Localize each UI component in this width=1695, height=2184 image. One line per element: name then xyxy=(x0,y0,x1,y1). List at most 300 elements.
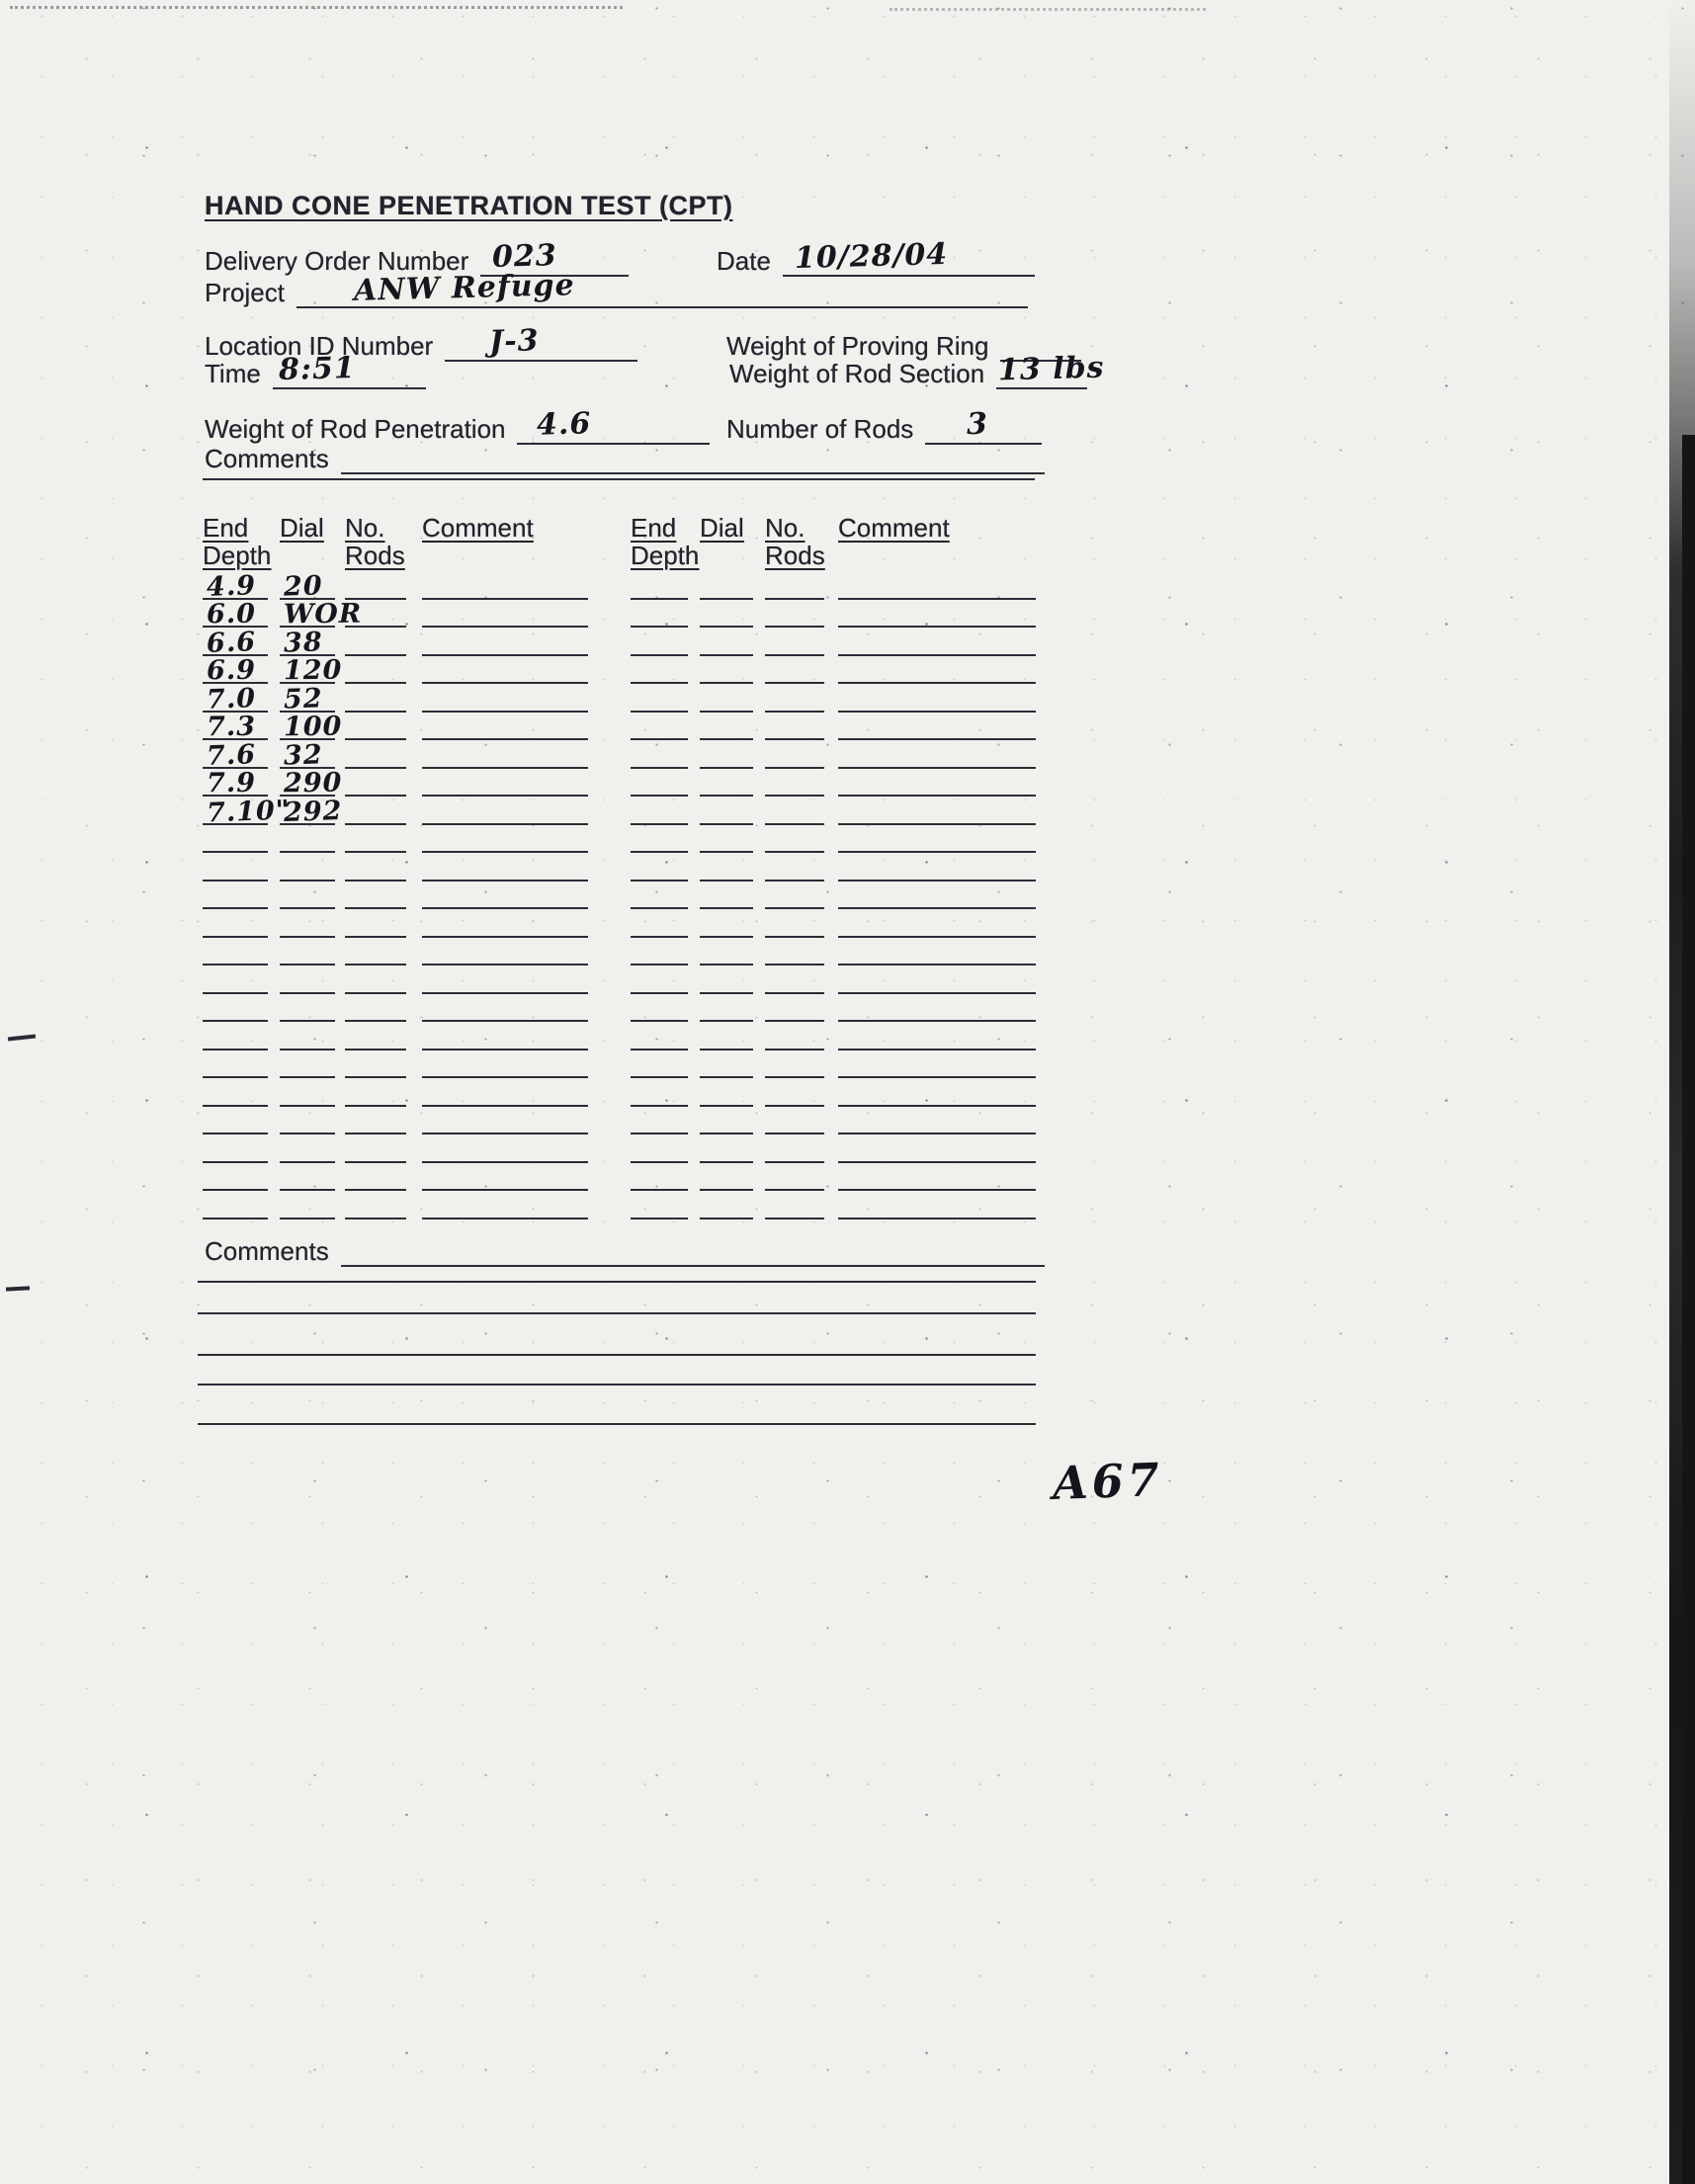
table-row xyxy=(631,1022,1036,1050)
table-row xyxy=(631,713,1036,741)
comment-cell xyxy=(422,938,588,966)
table-row xyxy=(203,713,588,741)
table-row xyxy=(203,600,588,629)
header-end: End xyxy=(203,513,249,543)
table-row xyxy=(631,909,1036,938)
comment-cell xyxy=(422,966,588,994)
handwritten-value: 290 xyxy=(283,767,343,799)
dial-cell xyxy=(700,966,753,994)
comment-cell xyxy=(838,1107,1036,1135)
header-dial-label: Dial xyxy=(700,513,744,543)
comment-cell xyxy=(422,713,588,741)
comment-cell xyxy=(838,600,1036,629)
header-comment xyxy=(838,514,1036,569)
table-row xyxy=(203,1191,588,1219)
no-rods-cell xyxy=(765,909,824,938)
field-line-location-id xyxy=(445,323,637,362)
end-depth-cell xyxy=(203,713,268,741)
comment-cell xyxy=(838,909,1036,938)
end-depth-cell xyxy=(203,626,268,659)
end-depth-cell xyxy=(631,600,688,629)
no-rods-cell xyxy=(345,994,406,1023)
comment-cell xyxy=(422,1191,588,1219)
no-rods-cell xyxy=(345,684,406,713)
comment-cell xyxy=(422,656,588,685)
no-rods-cell xyxy=(345,1107,406,1135)
form-title: HAND CONE PENETRATION TEST (CPT) xyxy=(205,191,733,220)
comment-cell xyxy=(422,571,588,600)
table-row xyxy=(631,825,1036,854)
dial-cell xyxy=(700,1022,753,1050)
end-depth-cell xyxy=(203,938,268,966)
handwritten-value: 20 xyxy=(283,569,324,603)
dial-cell xyxy=(280,1134,335,1163)
comment-cell xyxy=(422,853,588,882)
dial-cell xyxy=(280,569,335,603)
field-line-rod-penetration xyxy=(517,406,710,445)
header-end: End xyxy=(631,513,677,543)
table-row xyxy=(631,1134,1036,1163)
table-row xyxy=(631,797,1036,825)
end-depth-cell xyxy=(631,853,688,882)
header-rods: Rods xyxy=(345,541,405,571)
table-row xyxy=(203,1134,588,1163)
handwritten-value: 100 xyxy=(283,711,343,743)
table-row xyxy=(203,882,588,910)
dial-cell xyxy=(280,966,335,994)
no-rods-cell xyxy=(765,684,824,713)
end-depth-cell xyxy=(203,882,268,910)
no-rods-cell xyxy=(765,1022,824,1050)
dial-cell xyxy=(280,1163,335,1192)
dial-cell xyxy=(280,1191,335,1219)
end-depth-cell xyxy=(631,1022,688,1050)
dial-cell xyxy=(700,1191,753,1219)
stray-pen-mark xyxy=(8,1035,36,1042)
end-depth-cell xyxy=(631,938,688,966)
no-rods-cell xyxy=(765,1078,824,1107)
table-row xyxy=(631,684,1036,713)
left-table-header xyxy=(203,514,588,569)
handwritten-value: 7.9 xyxy=(206,767,257,799)
dial-cell xyxy=(700,1078,753,1107)
no-rods-cell xyxy=(765,1050,824,1079)
table-row xyxy=(203,909,588,938)
comment-cell xyxy=(422,909,588,938)
comment-cell xyxy=(422,740,588,769)
no-rods-cell xyxy=(765,1163,824,1192)
comment-cell xyxy=(838,966,1036,994)
no-rods-cell xyxy=(765,938,824,966)
ruled-line xyxy=(198,1312,1036,1314)
no-rods-cell xyxy=(345,571,406,600)
handwritten-value: 32 xyxy=(283,738,324,772)
end-depth-cell xyxy=(203,1078,268,1107)
dial-cell xyxy=(700,600,753,629)
no-rods-cell xyxy=(765,966,824,994)
end-depth-cell xyxy=(203,1191,268,1219)
handwritten-number-of-rods: 3 xyxy=(966,406,989,443)
comment-cell xyxy=(838,1078,1036,1107)
header-dial-label: Dial xyxy=(280,513,324,543)
dial-cell xyxy=(700,853,753,882)
ruled-line xyxy=(198,1281,1036,1283)
comment-cell xyxy=(838,1050,1036,1079)
dial-cell xyxy=(280,853,335,882)
table-row xyxy=(631,994,1036,1023)
handwritten-project: ANW Refuge xyxy=(353,268,575,308)
dial-cell xyxy=(280,825,335,854)
table-row xyxy=(631,853,1036,882)
end-depth-cell xyxy=(203,656,268,685)
comment-cell xyxy=(422,1078,588,1107)
field-label-delivery-order: Delivery Order Number xyxy=(205,246,469,276)
end-depth-cell xyxy=(631,1163,688,1192)
header-no-rods xyxy=(345,514,406,569)
no-rods-cell xyxy=(345,1163,406,1192)
table-row xyxy=(203,1050,588,1079)
ruled-line xyxy=(198,1423,1036,1425)
handwritten-rod-section: 13 lbs xyxy=(997,350,1106,388)
field-label-comments-bottom: Comments xyxy=(205,1236,329,1266)
table-row xyxy=(203,738,588,772)
table-row xyxy=(203,1078,588,1107)
no-rods-cell xyxy=(765,769,824,798)
end-depth-cell xyxy=(203,569,268,603)
header-no: No. xyxy=(345,513,385,543)
left-table-rows xyxy=(203,571,588,1219)
field-line-comments-top xyxy=(341,441,1045,474)
dial-cell xyxy=(280,909,335,938)
table-row xyxy=(203,656,588,685)
comment-cell xyxy=(838,994,1036,1023)
table-row xyxy=(203,684,588,713)
no-rods-cell xyxy=(345,1134,406,1163)
dial-cell xyxy=(700,571,753,600)
comment-cell xyxy=(422,882,588,910)
no-rods-cell xyxy=(345,769,406,798)
end-depth-cell xyxy=(631,1078,688,1107)
no-rods-cell xyxy=(345,1191,406,1219)
no-rods-cell xyxy=(345,713,406,741)
scan-artifact-top-left xyxy=(10,6,623,9)
stray-pen-mark xyxy=(6,1286,30,1291)
end-depth-cell xyxy=(631,797,688,825)
table-row xyxy=(631,740,1036,769)
field-comments-top xyxy=(205,441,1045,474)
field-line-date xyxy=(783,236,1035,277)
dial-cell xyxy=(700,656,753,685)
end-depth-cell xyxy=(203,853,268,882)
end-depth-cell xyxy=(631,825,688,854)
dial-cell xyxy=(700,1134,753,1163)
header-comment-label: Comment xyxy=(838,513,950,543)
comment-cell xyxy=(422,1163,588,1192)
dial-cell xyxy=(280,938,335,966)
end-depth-cell xyxy=(203,1134,268,1163)
header-comment xyxy=(422,514,588,569)
no-rods-cell xyxy=(345,966,406,994)
table-row xyxy=(631,571,1036,600)
end-depth-cell xyxy=(203,795,292,828)
scan-artifact-top-right xyxy=(890,8,1206,11)
dial-cell xyxy=(700,882,753,910)
comment-cell xyxy=(838,938,1036,966)
field-label-project: Project xyxy=(205,278,285,307)
field-line-time xyxy=(273,350,426,389)
table-row xyxy=(203,1107,588,1135)
header-no-rods xyxy=(765,514,824,569)
dial-cell xyxy=(280,1107,335,1135)
end-depth-cell xyxy=(631,966,688,994)
comment-cell xyxy=(422,825,588,854)
table-row xyxy=(203,966,588,994)
header-dial xyxy=(700,514,753,569)
end-depth-cell xyxy=(203,825,268,854)
dial-cell xyxy=(280,738,335,772)
no-rods-cell xyxy=(765,740,824,769)
no-rods-cell xyxy=(345,628,406,656)
handwritten-value: 7.6 xyxy=(206,738,257,772)
dial-cell xyxy=(280,1078,335,1107)
field-comments-bottom xyxy=(205,1233,1045,1267)
dial-cell xyxy=(280,1050,335,1079)
no-rods-cell xyxy=(765,1134,824,1163)
dial-cell xyxy=(280,598,363,630)
end-depth-cell xyxy=(631,909,688,938)
no-rods-cell xyxy=(345,1022,406,1050)
scan-edge-shadow-core xyxy=(1682,435,1695,2184)
no-rods-cell xyxy=(345,600,406,629)
no-rods-cell xyxy=(765,853,824,882)
dial-cell xyxy=(700,1163,753,1192)
dial-cell xyxy=(700,769,753,798)
handwritten-value: 7.3 xyxy=(206,711,257,743)
comment-cell xyxy=(422,1050,588,1079)
end-depth-cell xyxy=(203,966,268,994)
no-rods-cell xyxy=(765,628,824,656)
field-line-project xyxy=(297,268,1028,308)
comment-cell xyxy=(422,769,588,798)
no-rods-cell xyxy=(765,825,824,854)
end-depth-cell xyxy=(631,713,688,741)
comment-cell xyxy=(838,713,1036,741)
end-depth-cell xyxy=(631,571,688,600)
end-depth-cell xyxy=(631,1107,688,1135)
no-rods-cell xyxy=(345,882,406,910)
header-depth: Depth xyxy=(631,541,700,571)
comment-cell xyxy=(838,684,1036,713)
handwritten-rod-penetration: 4.6 xyxy=(537,406,593,443)
comment-cell xyxy=(422,1022,588,1050)
no-rods-cell xyxy=(345,1078,406,1107)
field-label-rod-penetration: Weight of Rod Penetration xyxy=(205,414,506,444)
dial-cell xyxy=(280,626,335,659)
end-depth-cell xyxy=(631,882,688,910)
handwritten-value: 6.9 xyxy=(206,654,257,687)
no-rods-cell xyxy=(345,656,406,685)
comment-cell xyxy=(838,853,1036,882)
handwritten-delivery-order: 023 xyxy=(491,238,558,275)
field-line-rod-section xyxy=(996,350,1106,389)
handwritten-value: 38 xyxy=(283,626,324,659)
field-time xyxy=(205,350,426,389)
comment-cell xyxy=(838,769,1036,798)
end-depth-cell xyxy=(203,1163,268,1192)
table-row xyxy=(203,825,588,854)
end-depth-cell xyxy=(631,656,688,685)
dial-cell xyxy=(280,1022,335,1050)
end-depth-cell xyxy=(203,1022,268,1050)
dial-cell xyxy=(280,684,335,713)
no-rods-cell xyxy=(765,1107,824,1135)
end-depth-cell xyxy=(203,994,268,1023)
dial-cell xyxy=(700,740,753,769)
header-end-depth xyxy=(631,513,700,571)
field-label-rod-section: Weight of Rod Section xyxy=(729,359,985,388)
no-rods-cell xyxy=(765,1191,824,1219)
end-depth-cell xyxy=(631,1191,688,1219)
handwritten-value: 4.9 xyxy=(206,569,257,603)
field-label-comments-top: Comments xyxy=(205,444,329,473)
no-rods-cell xyxy=(765,994,824,1023)
end-depth-cell xyxy=(203,1050,268,1079)
table-row xyxy=(203,769,588,798)
handwritten-time: 8:51 xyxy=(278,350,356,388)
handwritten-value: 7.0 xyxy=(206,682,257,715)
table-row xyxy=(631,938,1036,966)
end-depth-cell xyxy=(631,769,688,798)
header-no: No. xyxy=(765,513,805,543)
table-row xyxy=(631,600,1036,629)
end-depth-cell xyxy=(631,628,688,656)
field-date xyxy=(717,236,1035,277)
no-rods-cell xyxy=(345,909,406,938)
dial-cell xyxy=(700,909,753,938)
comment-cell xyxy=(422,994,588,1023)
field-rod-penetration xyxy=(205,406,710,445)
table-row xyxy=(631,1078,1036,1107)
dial-cell xyxy=(700,994,753,1023)
field-label-location-id: Location ID Number xyxy=(205,331,434,361)
field-rod-section xyxy=(729,350,1106,389)
header-rods: Rods xyxy=(765,541,825,571)
field-project xyxy=(205,268,1028,308)
no-rods-cell xyxy=(765,797,824,825)
dial-cell xyxy=(700,684,753,713)
handwritten-page-mark: A67 xyxy=(1052,1453,1164,1510)
field-label-time: Time xyxy=(205,359,261,388)
end-depth-cell xyxy=(203,1107,268,1135)
comment-cell xyxy=(422,600,588,629)
table-row xyxy=(203,569,588,603)
end-depth-cell xyxy=(203,769,268,798)
header-end-depth xyxy=(203,513,272,571)
handwritten-value: 52 xyxy=(283,682,324,715)
right-table-header xyxy=(631,514,1036,569)
table-row xyxy=(631,1163,1036,1192)
dial-cell xyxy=(700,1107,753,1135)
header-dial xyxy=(280,514,335,569)
table-row xyxy=(203,1163,588,1192)
field-number-of-rods xyxy=(726,406,1042,445)
ruled-line xyxy=(203,478,1035,480)
dial-cell xyxy=(700,628,753,656)
end-depth-cell xyxy=(203,684,268,713)
dial-cell xyxy=(700,797,753,825)
ruled-line xyxy=(198,1384,1036,1386)
end-depth-cell xyxy=(631,740,688,769)
table-row xyxy=(203,938,588,966)
handwritten-date: 10/28/04 xyxy=(794,236,949,277)
table-row xyxy=(203,994,588,1023)
handwritten-value: 7.10" xyxy=(206,795,292,828)
comment-cell xyxy=(838,1022,1036,1050)
table-row xyxy=(631,656,1036,685)
dial-cell xyxy=(280,711,343,743)
field-line-comments-bottom xyxy=(341,1233,1045,1267)
header-depth: Depth xyxy=(203,541,272,571)
end-depth-cell xyxy=(631,684,688,713)
comment-cell xyxy=(422,797,588,825)
no-rods-cell xyxy=(765,713,824,741)
handwritten-value: 6.6 xyxy=(206,626,257,659)
comment-cell xyxy=(838,825,1036,854)
dial-cell xyxy=(700,713,753,741)
no-rods-cell xyxy=(765,882,824,910)
table-row xyxy=(631,769,1036,798)
dial-cell xyxy=(700,825,753,854)
table-row xyxy=(631,1107,1036,1135)
dial-cell xyxy=(280,654,343,687)
field-line-number-of-rods xyxy=(925,406,1042,445)
dial-cell xyxy=(700,1050,753,1079)
comment-cell xyxy=(838,1163,1036,1192)
field-label-proving-ring: Weight of Proving Ring xyxy=(726,331,989,361)
dial-cell xyxy=(280,994,335,1023)
no-rods-cell xyxy=(345,825,406,854)
no-rods-cell xyxy=(345,797,406,825)
handwritten-location-id: J-3 xyxy=(488,323,541,360)
table-row xyxy=(203,853,588,882)
comment-cell xyxy=(838,1134,1036,1163)
handwritten-value: 120 xyxy=(283,654,343,687)
comment-cell xyxy=(838,740,1036,769)
table-row xyxy=(631,1050,1036,1079)
comment-cell xyxy=(422,684,588,713)
end-depth-cell xyxy=(631,994,688,1023)
field-label-date: Date xyxy=(717,246,771,276)
end-depth-cell xyxy=(203,738,268,772)
dial-cell xyxy=(280,882,335,910)
table-row xyxy=(631,628,1036,656)
comment-cell xyxy=(422,628,588,656)
no-rods-cell xyxy=(345,938,406,966)
handwritten-value: 292 xyxy=(283,795,343,828)
no-rods-cell xyxy=(345,853,406,882)
handwritten-value: 6.0 xyxy=(206,598,257,630)
comment-cell xyxy=(838,797,1036,825)
comment-cell xyxy=(422,1134,588,1163)
comment-cell xyxy=(838,571,1036,600)
comment-cell xyxy=(838,656,1036,685)
end-depth-cell xyxy=(631,1050,688,1079)
header-comment-label: Comment xyxy=(422,513,534,543)
right-table-rows xyxy=(631,571,1036,1219)
dial-cell xyxy=(280,767,343,799)
ruled-line xyxy=(198,1354,1036,1356)
table-row xyxy=(203,795,588,828)
